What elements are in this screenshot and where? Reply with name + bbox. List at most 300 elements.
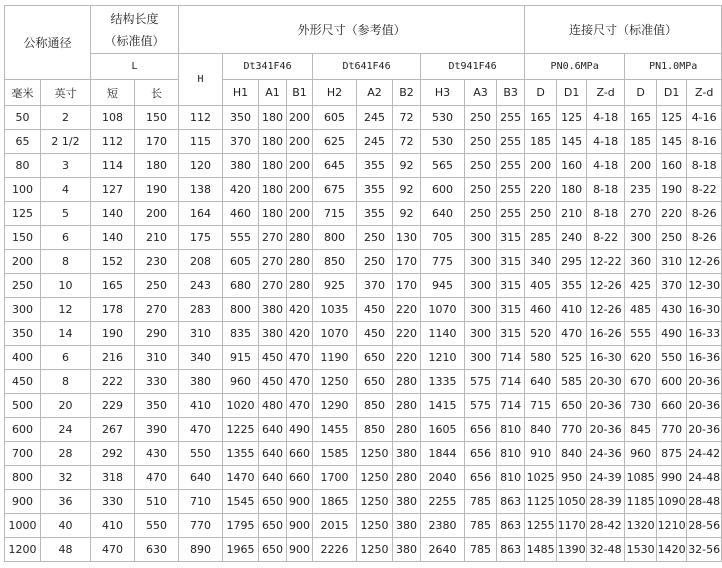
table-cell: 6 (41, 226, 91, 250)
table-cell: 250 (525, 202, 557, 226)
table-cell: 420 (287, 322, 313, 346)
table-cell: 810 (497, 442, 525, 466)
table-cell: 605 (223, 250, 259, 274)
table-cell: 200 (287, 178, 313, 202)
table-cell: 108 (91, 106, 135, 130)
table-cell: 410 (91, 514, 135, 538)
table-cell: 72 (393, 130, 421, 154)
header-model-dt641f46: Dt641F46 (313, 54, 421, 80)
table-cell: 140 (91, 202, 135, 226)
header-dim: D (625, 80, 657, 106)
table-row (5, 202, 722, 226)
table-cell: 330 (91, 490, 135, 514)
table-row (5, 538, 722, 562)
header-nominal: 公称通径 (5, 6, 91, 80)
table-cell: 380 (259, 298, 287, 322)
table-cell: 1185 (625, 490, 657, 514)
table-cell: 200 (135, 202, 179, 226)
table-cell: 1470 (223, 466, 259, 490)
table-cell: 250 (465, 106, 497, 130)
table-cell: 200 (525, 154, 557, 178)
table-cell: 200 (287, 154, 313, 178)
table-cell: 28-42 (587, 514, 625, 538)
table-cell: 267 (91, 418, 135, 442)
table-cell: 640 (525, 370, 557, 394)
table-cell: 645 (313, 154, 357, 178)
table-cell: 2226 (313, 538, 357, 562)
table-cell: 1255 (525, 514, 557, 538)
table-cell: 680 (223, 274, 259, 298)
table-cell: 310 (135, 346, 179, 370)
table-cell: 1250 (313, 370, 357, 394)
table-cell: 200 (5, 250, 41, 274)
table-cell: 1585 (313, 442, 357, 466)
table-cell: 8-22 (687, 178, 722, 202)
table-cell: 220 (525, 178, 557, 202)
table-cell: 450 (259, 370, 287, 394)
table-cell: 4-18 (587, 106, 625, 130)
table-cell: 8 (41, 370, 91, 394)
table-cell: 1250 (357, 442, 393, 466)
table-cell: 990 (657, 466, 687, 490)
table-cell: 835 (223, 322, 259, 346)
header-dim: B3 (497, 80, 525, 106)
table-cell: 863 (497, 490, 525, 514)
table-cell: 2040 (421, 466, 465, 490)
header-structure-line2: （标准值） (104, 33, 165, 48)
table-cell: 24-42 (687, 442, 722, 466)
table-cell: 270 (135, 298, 179, 322)
table-cell: 1605 (421, 418, 465, 442)
table-cell: 1965 (223, 538, 259, 562)
table-cell: 400 (5, 346, 41, 370)
table-cell: 575 (465, 394, 497, 418)
table-cell: 850 (357, 394, 393, 418)
table-row (5, 274, 722, 298)
table-cell: 1455 (313, 418, 357, 442)
table-cell: 910 (525, 442, 557, 466)
table-cell: 24 (41, 418, 91, 442)
table-cell: 4-18 (587, 154, 625, 178)
table-cell: 200 (625, 154, 657, 178)
table-cell: 12-26 (587, 274, 625, 298)
table-cell: 300 (465, 250, 497, 274)
table-cell: 4-16 (687, 106, 722, 130)
table-cell: 360 (625, 250, 657, 274)
table-cell: 178 (91, 298, 135, 322)
table-cell: 310 (179, 322, 223, 346)
table-cell: 8-18 (587, 202, 625, 226)
table-cell: 640 (259, 418, 287, 442)
header-dim: A3 (465, 80, 497, 106)
table-cell: 48 (41, 538, 91, 562)
table-cell: 16-30 (587, 346, 625, 370)
table-cell: 510 (135, 490, 179, 514)
table-cell: 410 (557, 298, 587, 322)
header-dim: H2 (313, 80, 357, 106)
table-cell: 485 (625, 298, 657, 322)
table-cell: 190 (91, 322, 135, 346)
table-cell: 775 (421, 250, 465, 274)
table-row (5, 490, 722, 514)
table-cell: 12-26 (587, 298, 625, 322)
table-cell: 714 (497, 370, 525, 394)
table-cell: 650 (357, 346, 393, 370)
table-cell: 115 (179, 130, 223, 154)
table-cell: 700 (5, 442, 41, 466)
table-cell: 250 (465, 178, 497, 202)
table-row (5, 322, 722, 346)
table-cell: 318 (91, 466, 135, 490)
table-cell: 255 (497, 154, 525, 178)
table-cell: 127 (91, 178, 135, 202)
table-cell: 350 (135, 394, 179, 418)
table-cell: 900 (287, 538, 313, 562)
table-cell: 300 (465, 274, 497, 298)
table-cell: 785 (465, 538, 497, 562)
table-cell: 125 (657, 106, 687, 130)
table-cell: 380 (259, 322, 287, 346)
table-cell: 180 (259, 178, 287, 202)
table-cell: 350 (5, 322, 41, 346)
table-header (5, 6, 722, 106)
table-cell: 420 (223, 178, 259, 202)
table-cell: 714 (497, 394, 525, 418)
header-long: 长 (135, 80, 179, 106)
table-cell: 430 (657, 298, 687, 322)
table-cell: 1290 (313, 394, 357, 418)
table-cell: 650 (259, 538, 287, 562)
table-cell: 380 (393, 538, 421, 562)
table-cell: 863 (497, 538, 525, 562)
table-cell: 250 (465, 202, 497, 226)
table-cell: 800 (223, 298, 259, 322)
table-cell: 470 (179, 418, 223, 442)
table-cell: 450 (357, 298, 393, 322)
table-cell: 255 (497, 106, 525, 130)
table-cell: 2015 (313, 514, 357, 538)
table-cell: 863 (497, 514, 525, 538)
table-cell: 114 (91, 154, 135, 178)
table-cell: 530 (421, 130, 465, 154)
table-cell: 180 (259, 202, 287, 226)
table-cell: 28-56 (687, 514, 722, 538)
table-cell: 4-18 (587, 130, 625, 154)
header-structure-length (91, 6, 179, 54)
table-cell: 1210 (421, 346, 465, 370)
table-cell: 675 (313, 178, 357, 202)
table-cell: 315 (497, 274, 525, 298)
table-cell: 65 (5, 130, 41, 154)
table-cell: 235 (625, 178, 657, 202)
table-row (5, 226, 722, 250)
table-cell: 220 (393, 346, 421, 370)
table-cell: 1170 (557, 514, 587, 538)
table-cell: 380 (393, 442, 421, 466)
table-cell: 770 (557, 418, 587, 442)
table-cell: 1250 (357, 466, 393, 490)
table-cell: 450 (259, 346, 287, 370)
table-cell: 520 (525, 322, 557, 346)
table-cell: 92 (393, 154, 421, 178)
header-short: 短 (91, 80, 135, 106)
table-row (5, 130, 722, 154)
table-cell: 20-36 (687, 418, 722, 442)
table-cell: 480 (259, 394, 287, 418)
table-cell: 250 (135, 274, 179, 298)
table-cell: 660 (657, 394, 687, 418)
table-cell: 530 (421, 106, 465, 130)
table-cell: 1035 (313, 298, 357, 322)
table-cell: 8-18 (587, 178, 625, 202)
header-dim: Z-d (587, 80, 625, 106)
table-cell: 640 (259, 442, 287, 466)
table-cell: 185 (525, 130, 557, 154)
table-cell: 145 (657, 130, 687, 154)
table-cell: 450 (5, 370, 41, 394)
table-cell: 845 (625, 418, 657, 442)
table-cell: 355 (357, 154, 393, 178)
table-cell: 160 (657, 154, 687, 178)
table-cell: 1025 (525, 466, 557, 490)
table-cell: 600 (421, 178, 465, 202)
table-cell: 92 (393, 202, 421, 226)
table-cell: 28-39 (587, 490, 625, 514)
table-row (5, 442, 722, 466)
header-dim: H1 (223, 80, 259, 106)
table-cell: 555 (625, 322, 657, 346)
table-cell: 125 (5, 202, 41, 226)
table-cell: 200 (287, 202, 313, 226)
table-cell: 925 (313, 274, 357, 298)
table-cell: 138 (179, 178, 223, 202)
table-cell: 300 (5, 298, 41, 322)
table-cell: 405 (525, 274, 557, 298)
table-cell: 714 (497, 346, 525, 370)
table-cell: 585 (557, 370, 587, 394)
table-cell: 770 (179, 514, 223, 538)
table-cell: 200 (287, 106, 313, 130)
table-cell: 12-22 (587, 250, 625, 274)
table-cell: 915 (223, 346, 259, 370)
table-cell: 165 (525, 106, 557, 130)
table-cell: 390 (135, 418, 179, 442)
table-cell: 625 (313, 130, 357, 154)
table-cell: 16-36 (687, 346, 722, 370)
table-cell: 1250 (357, 538, 393, 562)
header-inch: 英寸 (41, 80, 91, 106)
header-dim: B1 (287, 80, 313, 106)
table-cell: 280 (393, 418, 421, 442)
table-cell: 270 (625, 202, 657, 226)
header-pn10: PN1.0MPa (625, 54, 722, 80)
table-cell: 164 (179, 202, 223, 226)
table-cell: 1125 (525, 490, 557, 514)
table-cell: 14 (41, 322, 91, 346)
table-cell: 3 (41, 154, 91, 178)
header-dim: H3 (421, 80, 465, 106)
table-cell: 650 (259, 514, 287, 538)
table-cell: 600 (657, 370, 687, 394)
table-cell: 1200 (5, 538, 41, 562)
table-cell: 1485 (525, 538, 557, 562)
table-cell: 1335 (421, 370, 465, 394)
table-cell: 2380 (421, 514, 465, 538)
table-cell: 550 (179, 442, 223, 466)
table-cell: 250 (357, 226, 393, 250)
table-cell: 425 (625, 274, 657, 298)
table-cell: 315 (497, 226, 525, 250)
table-cell: 1210 (657, 514, 687, 538)
table-cell: 220 (657, 202, 687, 226)
table-cell: 20-30 (587, 370, 625, 394)
table-cell: 650 (357, 370, 393, 394)
table-cell: 208 (179, 250, 223, 274)
table-cell: 420 (287, 298, 313, 322)
table-cell: 370 (223, 130, 259, 154)
table-cell: 150 (135, 106, 179, 130)
table-cell: 1390 (557, 538, 587, 562)
table-cell: 950 (557, 466, 587, 490)
table-cell: 140 (91, 226, 135, 250)
table-cell: 210 (135, 226, 179, 250)
table-cell: 945 (421, 274, 465, 298)
table-cell: 1070 (313, 322, 357, 346)
table-cell: 125 (557, 106, 587, 130)
table-cell: 470 (287, 394, 313, 418)
table-cell: 355 (557, 274, 587, 298)
table-cell: 280 (287, 226, 313, 250)
table-cell: 280 (287, 250, 313, 274)
header-mm: 毫米 (5, 80, 41, 106)
table-cell: 4 (41, 178, 91, 202)
table-cell: 245 (357, 106, 393, 130)
table-cell: 2 (41, 106, 91, 130)
table-cell: 1415 (421, 394, 465, 418)
table-cell: 840 (557, 442, 587, 466)
table-row (5, 466, 722, 490)
table-cell: 605 (313, 106, 357, 130)
table-cell: 490 (287, 418, 313, 442)
table-cell: 370 (657, 274, 687, 298)
table-cell: 575 (465, 370, 497, 394)
table-cell: 270 (259, 226, 287, 250)
table-cell: 292 (91, 442, 135, 466)
table-cell: 250 (465, 154, 497, 178)
table-cell: 300 (465, 346, 497, 370)
table-cell: 16-33 (687, 322, 722, 346)
table-cell: 810 (497, 466, 525, 490)
table-cell: 20-36 (587, 394, 625, 418)
table-cell: 180 (557, 178, 587, 202)
table-cell: 230 (135, 250, 179, 274)
table-cell: 1865 (313, 490, 357, 514)
table-cell: 20-36 (687, 394, 722, 418)
table-cell: 600 (5, 418, 41, 442)
table-cell: 1085 (625, 466, 657, 490)
table-cell: 850 (357, 418, 393, 442)
table-cell: 1844 (421, 442, 465, 466)
table-cell: 810 (497, 418, 525, 442)
table-cell: 460 (525, 298, 557, 322)
table-cell: 130 (393, 226, 421, 250)
table-cell: 656 (465, 442, 497, 466)
table-body (5, 106, 722, 562)
table-cell: 165 (625, 106, 657, 130)
table-cell: 1225 (223, 418, 259, 442)
table-cell: 170 (393, 274, 421, 298)
header-dim: D1 (657, 80, 687, 106)
table-cell: 112 (179, 106, 223, 130)
table-cell: 220 (393, 298, 421, 322)
table-cell: 120 (179, 154, 223, 178)
table-cell: 660 (287, 442, 313, 466)
header-connection: 连接尺寸（标准值） (525, 6, 722, 54)
table-cell: 630 (135, 538, 179, 562)
table-cell: 1530 (625, 538, 657, 562)
table-cell: 6 (41, 346, 91, 370)
table-cell: 12-26 (687, 250, 722, 274)
table-cell: 380 (179, 370, 223, 394)
header-dim: Z-d (687, 80, 722, 106)
table-cell: 710 (179, 490, 223, 514)
table-cell: 555 (223, 226, 259, 250)
table-cell: 1420 (657, 538, 687, 562)
header-outline: 外形尺寸（参考值） (179, 6, 525, 54)
table-cell: 20-36 (687, 370, 722, 394)
table-cell: 490 (657, 322, 687, 346)
header-structure-line1: 结构长度 (110, 11, 159, 26)
table-cell: 730 (625, 394, 657, 418)
table-cell: 890 (179, 538, 223, 562)
table-row (5, 418, 722, 442)
table-cell: 470 (557, 322, 587, 346)
table-cell: 380 (223, 154, 259, 178)
header-pn06: PN0.6MPa (525, 54, 625, 80)
table-cell: 255 (497, 178, 525, 202)
table-cell: 650 (557, 394, 587, 418)
table-cell: 370 (357, 274, 393, 298)
table-cell: 32 (41, 466, 91, 490)
table-cell: 875 (657, 442, 687, 466)
table-cell: 20 (41, 394, 91, 418)
table-cell: 620 (625, 346, 657, 370)
table-cell: 315 (497, 298, 525, 322)
header-L: L (91, 54, 179, 80)
table-cell: 80 (5, 154, 41, 178)
header-model-dt341f46: Dt341F46 (223, 54, 313, 80)
table-cell: 500 (5, 394, 41, 418)
table-cell: 1250 (357, 514, 393, 538)
table-row (5, 178, 722, 202)
table-cell: 1700 (313, 466, 357, 490)
table-cell: 640 (259, 466, 287, 490)
table-cell: 380 (393, 514, 421, 538)
table-cell: 840 (525, 418, 557, 442)
table-cell: 900 (287, 514, 313, 538)
table-cell: 960 (223, 370, 259, 394)
table-cell: 340 (179, 346, 223, 370)
table-cell: 2 1/2 (41, 130, 91, 154)
table-cell: 650 (259, 490, 287, 514)
table-cell: 580 (525, 346, 557, 370)
table-cell: 72 (393, 106, 421, 130)
table-cell: 960 (625, 442, 657, 466)
table-cell: 315 (497, 322, 525, 346)
table-cell: 2255 (421, 490, 465, 514)
table-row (5, 514, 722, 538)
table-cell: 770 (657, 418, 687, 442)
